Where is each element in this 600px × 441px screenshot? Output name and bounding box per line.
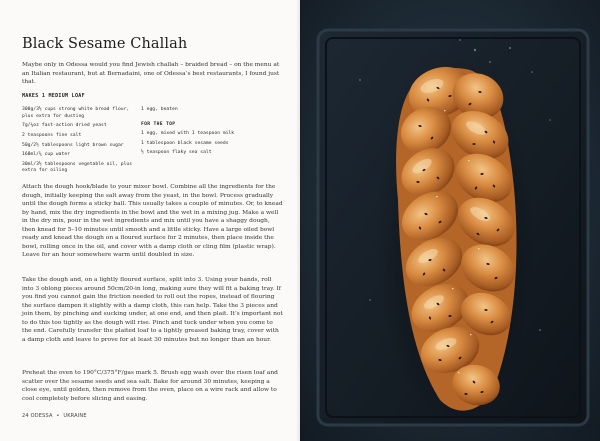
ingredients-column-1 bbox=[22, 107, 140, 178]
topping-heading: FOR THE TOP bbox=[141, 121, 176, 127]
method-paragraph-1: Attach the dough hook/blade to your mixer bowl. Combine all the ingredients for the dough, initially keeping the salt away from the yeast, in the bowl. Process gradually until the dough forms a sticky ball. This usually takes a couple of minutes. Or, to knead by hand, mix the dry ingredients in the bowl and the wet in a mixing jug. Make a well in the dry mix, pour in the wet ingredients and mix until you have a shaggy dough, then knead for 5–10 minutes until smooth and a little sticky. Have a large oiled bowl ready and knead the dough on a floured surface for 2 minutes, then place inside the bowl, rolling once in the oil, and cover with a damp cloth or cling film (plastic wrap). Leave for an hour somewhere warm until doubled in size. bbox=[22, 184, 283, 259]
page-footer bbox=[22, 413, 87, 419]
footer-city: ODESSA bbox=[30, 413, 53, 419]
ingredients-column-2 bbox=[141, 107, 291, 160]
ingredient-item: 7g/¼oz fast-action dried yeast bbox=[22, 123, 107, 129]
ingredient-item: 160ml/⅔ cup water bbox=[22, 152, 70, 158]
topping-item: 1 egg, mixed with 1 teaspoon milk bbox=[141, 131, 235, 136]
method-paragraph-3: Preheat the oven to 190°C/375°F/gas mark 5. Brush egg wash over the risen loaf and scatter over the sesame seeds and sea salt. Bake for around 30 minutes, keeping a close eye, until golden, then remove from the oven, place on a wire rack and allow to cool completely before slicing and easing. bbox=[22, 370, 278, 402]
ingredient-item: 2 teaspoons fine salt bbox=[22, 132, 82, 138]
ingredient-item: 30ml/3½ tablespoons vegetable oil, plus extra for oiling bbox=[22, 161, 133, 174]
ingredient-item: 1 egg, beaten bbox=[141, 107, 178, 112]
ingredient-item: 50g/2½ tablespoons light brown sugar bbox=[22, 142, 124, 148]
footer-separator: • bbox=[56, 413, 60, 419]
book-gutter bbox=[296, 0, 304, 441]
recipe-intro: Maybe only in Odessa would you find Jewish challah – braided bread – on the menu at an Italian restaurant, but at Bernadaini, one of Odessa’s best restaurants, I found just that. bbox=[22, 62, 280, 86]
ingredients-heading: MAKES 1 MEDIUM LOAF bbox=[22, 93, 85, 99]
challah-photo bbox=[300, 0, 600, 441]
topping-item: 1 tablespoon black sesame seeds bbox=[141, 140, 229, 146]
recipe-title: Black Sesame Challah bbox=[22, 36, 188, 52]
ingredient-item: 300g/3½ cups strong white bread flour, plus extra for dusting bbox=[22, 107, 130, 119]
footer-country: UKRAINE bbox=[63, 413, 87, 419]
page-number: 24 bbox=[22, 413, 29, 419]
topping-item: ½ teaspoon flaky sea salt bbox=[141, 150, 212, 156]
photo-page bbox=[300, 0, 600, 441]
method-paragraph-2: Take the dough and, on a lightly floured surface, split into 3. Using your hands, roll into 3 oblong pieces around 50cm/20-in long, making sure they will fit a baking tray. If you find you cannot gain the friction needed to roll out the ropes, instead of flouring the surface dampen it slightly with a damp cloth, this can help. Take the 3 pieces and join them, by pinching and sucking under, at one end, and then plait. It’s important not to do this too tightly as the dough will rise. Pinch and tuck under when you come to the end. Carefully transfer the plaited loaf to a lightly greased baking tray, cover with a damp cloth and leave to prove for at least 30 minutes but no longer than an hour. bbox=[22, 277, 283, 343]
